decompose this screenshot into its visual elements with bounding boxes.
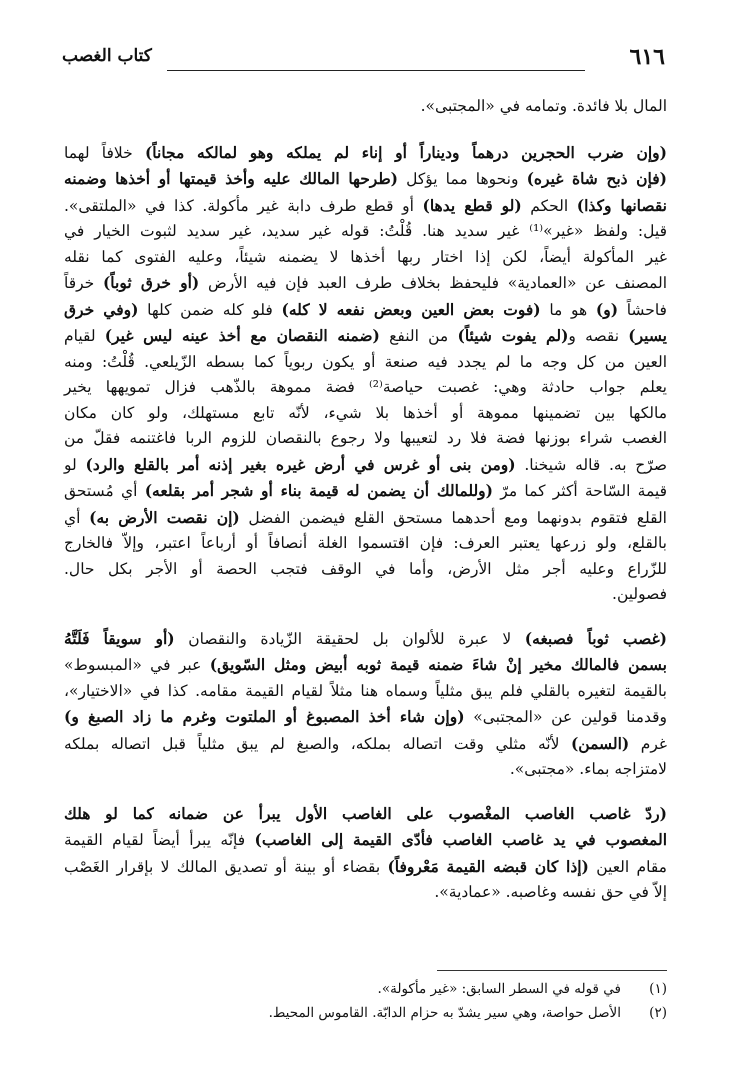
matn-text: (وإن ضرب الحجرين درهماً وديناراً أو إناء لم يملكه وهو لمالكه مجاناً) [144, 142, 667, 162]
matn-text: (ردّ غاصب الغاصب المغْصوب على الغاصب الأول يبرأ عن ضمانه كما لو هلك [64, 803, 667, 823]
text-line [64, 166, 667, 193]
footnotes [64, 970, 667, 1025]
commentary-text: المصنف عن «العمادية» فليحفظ بخلاف طرف العبد فإن فيه الأرض [199, 274, 667, 292]
text-line [64, 478, 667, 505]
matn-text: (إن نقصت الأرض به) [89, 507, 240, 527]
commentary-text: غير المأكولة أيضاً، لكن إذا اختار ربها أخذها لا يضمنه شيئاً، وعليه الفتوى كما نقله [64, 247, 667, 266]
text-line [64, 731, 667, 758]
matn-text: نقصانها وكذا) [576, 195, 667, 215]
commentary-text: عبر في «المبسوط» [64, 656, 210, 674]
commentary-text: لقيام [64, 327, 105, 345]
footnote-rule [437, 970, 667, 971]
text-line [64, 880, 667, 906]
matn-text: (ضمنه النقصان مع أخذ عينه ليس غير) [104, 326, 380, 345]
commentary-text: للزّراع وعليه أجر مثل الأرض، وأما في الوقف فتجب الحصة أو الأجر بكل حال. [64, 559, 667, 578]
commentary-text: فإنّه يبرأ أيضاً لقيام القيمة [64, 831, 255, 849]
commentary-text: غرم [629, 734, 667, 753]
matn-text: (فوت بعض العين وبعض نفعه لا كله) [281, 299, 541, 319]
footnote-text: في قوله في السطر السابق: «غير مأكولة». [377, 981, 621, 997]
commentary-text: الغصب شراء بوزنها فضة فلا رد لتعيبها ولا رجوع بالنقصان للزوم الربا فاغتنمه فقلّ من [64, 429, 667, 447]
commentary-text: وقدمنا قولين عن «المجتبى» [464, 708, 667, 726]
matn-text: (السمن) [570, 733, 630, 753]
commentary-text: هو ما [540, 300, 596, 319]
matn-text: (طرحها المالك عليه وأخذ قيمتها أو أخذها وضمنه [64, 169, 398, 188]
text-line [64, 757, 667, 783]
commentary-text: مالكها بين تضمينها مموهة أو أخذها بلا شيء، لأنّه تابع مستهلك، ولو كان مكان [64, 403, 667, 422]
text-line [64, 140, 667, 167]
matn-text: (ومن بنى أو غرس في أرض غيره بغير إذنه أمر بالقلع والرد) [85, 454, 516, 474]
text-line [64, 801, 667, 828]
paragraph [64, 94, 667, 120]
text-line [64, 531, 667, 557]
text-line [64, 827, 667, 854]
commentary-text: مقام العين [588, 857, 667, 876]
commentary-text: خرقاً [64, 274, 103, 292]
commentary-text: ونحوها مما يؤكل [398, 170, 527, 188]
text-line [64, 270, 667, 297]
matn-text: يسير) [628, 326, 667, 345]
commentary-text: القلع فتقوم بدونهما ومع أحدهما مستحق القلع فيضمن الفضل [239, 508, 667, 527]
text-line [64, 193, 667, 220]
commentary-text: صرّح به. قاله شيخنا. [515, 455, 667, 474]
commentary-text: لأنّه مثلي وقت اتصاله بملكه، والصبغ لم يبق مثلياً قبل اتصاله بملكه [64, 734, 571, 753]
commentary-text: بالقلع، ولو زرعها يعتبر العرف: فإن اقتسموا الغلة أنصافاً أو أرباعاً اعتبر، وإلاّ فالخارج [64, 534, 667, 552]
commentary-text: لو [64, 455, 86, 474]
commentary-text: أو قطع طرف دابة غير مأكولة. كذا في «الملتقى». [64, 196, 423, 215]
matn-text: (لم يفوت شيئاً) [457, 326, 569, 345]
footnote-2 [64, 1001, 667, 1025]
text-line [64, 323, 667, 350]
commentary-text: الحكم [521, 196, 577, 215]
text-line [64, 297, 667, 324]
text-line [64, 626, 667, 653]
commentary-text: قيمة السّاحة أكثر كما مرّ [493, 482, 667, 500]
text-line [64, 245, 667, 271]
text-line [64, 219, 667, 245]
running-title: كتاب الغصب [62, 46, 152, 66]
text-line [64, 679, 667, 705]
matn-text: (وإن شاء أخذ المصبوغ أو الملتوت وغرم ما زاد الصبغ و) [64, 707, 465, 726]
matn-text: (و) [595, 299, 619, 319]
footnote-number: (١) [649, 981, 667, 997]
footnote-1 [64, 977, 667, 1001]
matn-text: المغصوب في يد غاصب الغاصب فأدّى القيمة إلى الغاصب) [254, 830, 668, 849]
matn-text: (وللمالك أن يضمن له قيمة بناء أو شجر أمر بقلعه) [144, 481, 493, 500]
commentary-text: فصولين. [612, 585, 667, 603]
text-line [64, 452, 667, 479]
paragraph [64, 140, 667, 608]
footnote-number: (٢) [649, 1005, 667, 1021]
paragraph [64, 801, 667, 906]
commentary-text: بقضاء أو بينة أو تصديق المالك لا بإقرار الغَصْب [64, 857, 388, 876]
commentary-text: بالقيمة لتغيره بالقلي فلم يبق مثلياً وسماه هنا مثلاً لقيام القيمة مقامه. كذا في «الاختيار»، [64, 681, 667, 700]
footnote-text: الأصل حواصة، وهي سير يشدّ به حزام الدابّة. القاموس المحيط. [268, 1005, 621, 1021]
commentary-text: فلو كله ضمن كلها [138, 300, 282, 319]
matn-text: (أو سويقاً فَلَتَّهُ [64, 628, 175, 648]
commentary-text: خلافاً لهما [64, 143, 145, 162]
paragraph [64, 626, 667, 783]
commentary-text: أي [64, 508, 90, 527]
commentary-text: فاحشاً [618, 300, 667, 319]
matn-text: (إذا كان قبضه القيمة مَعْروفاً) [387, 856, 589, 876]
text-line [64, 854, 667, 881]
matn-text: (لو قطع يدها) [422, 195, 522, 215]
matn-text: (أو خرق ثوباً) [102, 273, 200, 292]
text-line [64, 704, 667, 731]
header-rule [167, 70, 585, 71]
page-number: ٦١٦ [629, 44, 665, 70]
commentary-text: إلاّ في حق نفسه وغاصبه. «عمادية». [434, 883, 667, 901]
commentary-text: يعلم جواب حادثة وهي: غصبت حياصة⁽²⁾ فضة مموهة بالذّهب فزال تمويهها يخير [64, 378, 667, 396]
text-line [64, 652, 667, 679]
commentary-text: قيل: ولفظ «غير»⁽¹⁾ غير سديد هنا. قُلْتُ: قوله غير سديد، غير سديد لثبوت الخيار في [64, 222, 667, 240]
text-line [64, 375, 667, 401]
commentary-text: أي مُستحق [64, 482, 145, 500]
matn-text: بسمن فالمالك مخير إنْ شاءَ ضمنه قيمة ثوبه أبيض ومثل السّويق) [209, 655, 667, 674]
text-line [64, 582, 667, 608]
commentary-text: نقصه و [568, 327, 629, 345]
commentary-text: المال بلا فائدة. وتمامه في «المجتبى». [420, 97, 667, 115]
commentary-text: لامتزاجه بماء. «مجتبى». [509, 760, 667, 778]
matn-text: (وفي خرق [64, 299, 139, 319]
text-line [64, 94, 667, 120]
text-line [64, 401, 667, 427]
main-text [64, 94, 667, 918]
text-line [64, 350, 667, 376]
commentary-text: لا عبرة للألوان بل لحقيقة الزّيادة والنقصان [174, 629, 525, 648]
page-header [62, 44, 665, 80]
commentary-text: من النفع [379, 327, 458, 345]
text-line [64, 557, 667, 583]
text-line [64, 426, 667, 452]
matn-text: (فإن ذبح شاة غيره) [526, 169, 668, 188]
commentary-text: العين من كل وجه ما لم يجدد فيه صنعة أو يكون ربوياً كما بسطه الزّيلعي. قُلْتُ: ومنه [64, 352, 667, 371]
text-line [64, 505, 667, 532]
matn-text: (غصب ثوباً فصبغه) [524, 628, 668, 648]
